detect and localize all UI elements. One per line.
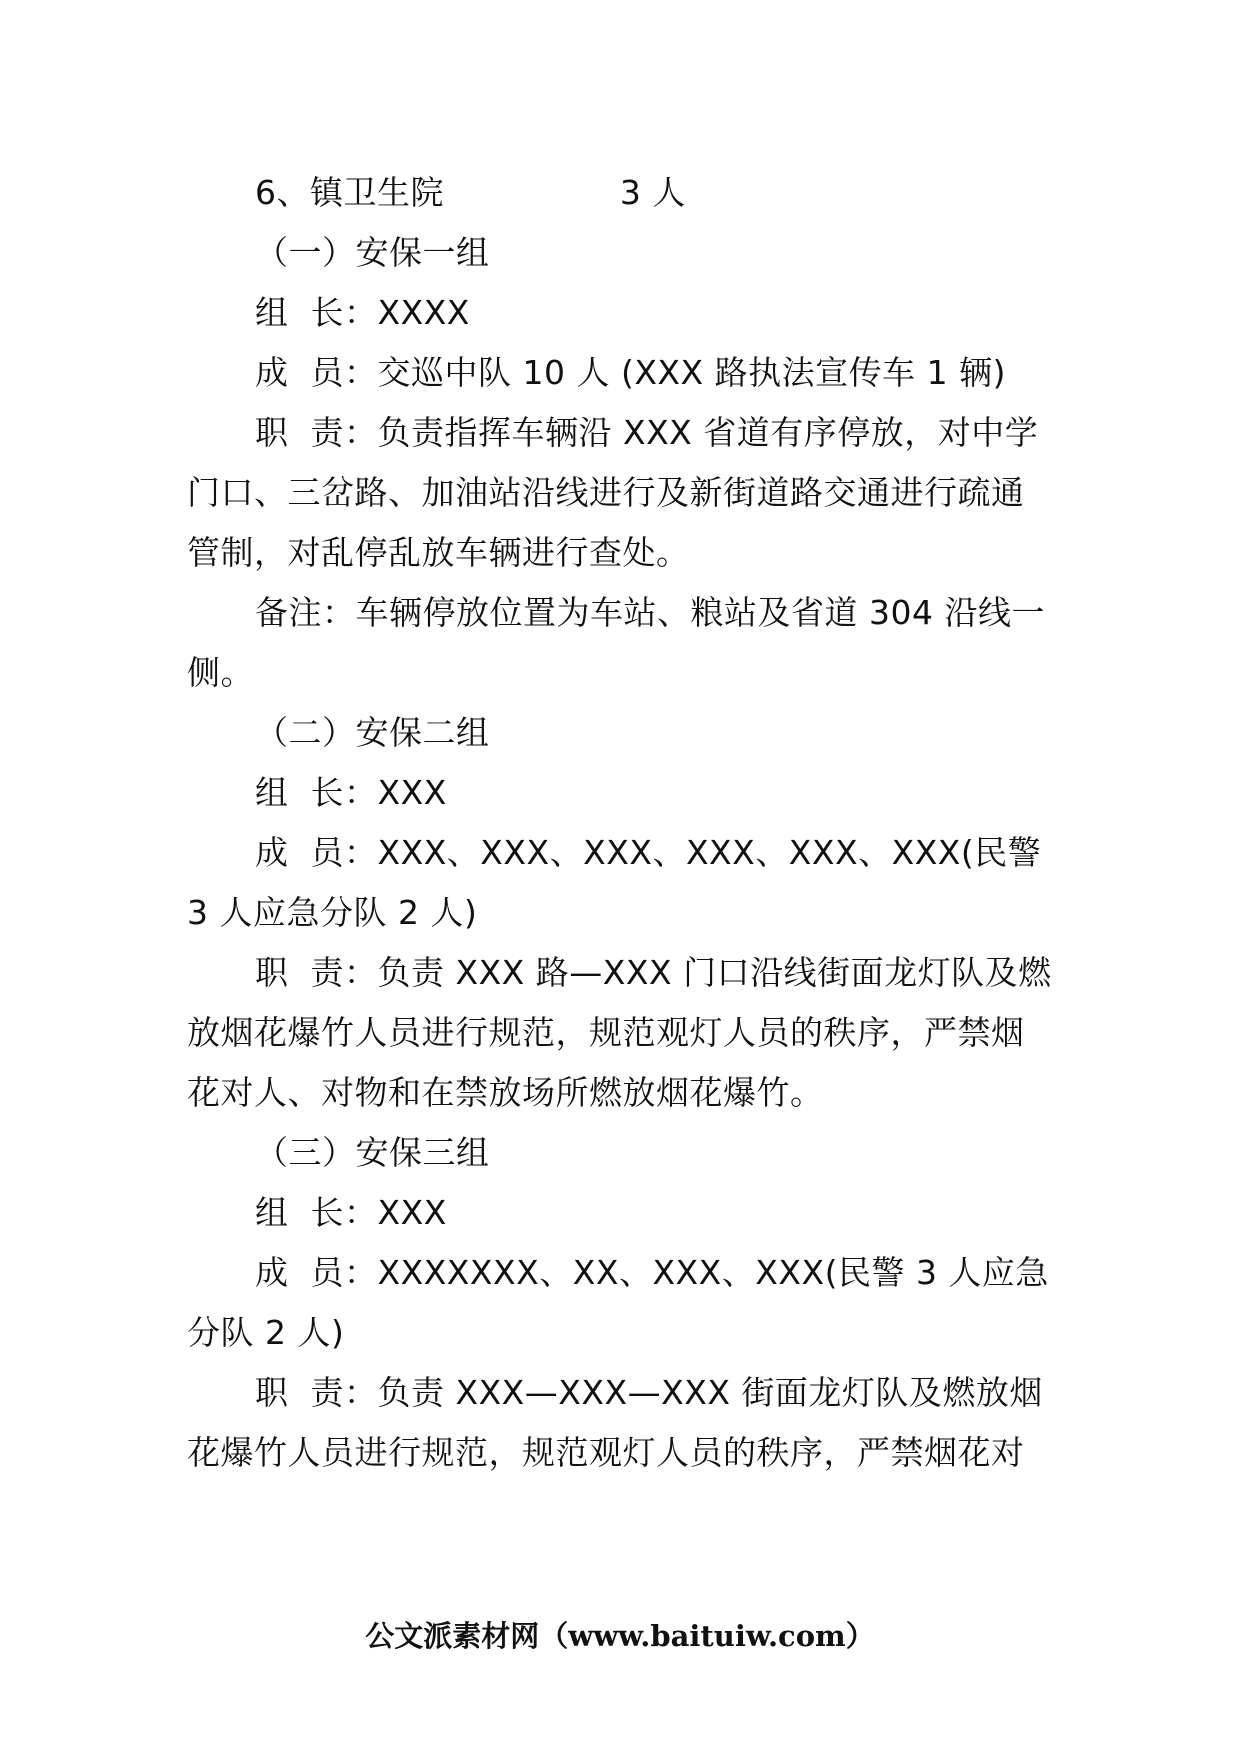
text-line: 分队 2 人) — [187, 1313, 345, 1352]
section-heading: （三）安保三组 — [255, 1133, 490, 1172]
text-line: 花爆竹人员进行规范，规范观灯人员的秩序，严禁烟花对 — [187, 1433, 1025, 1472]
text-line: 组 长：XXX — [255, 773, 447, 812]
text-line: 成 员：XXX、XXX、XXX、XXX、XXX、XXX(民警 — [255, 833, 1042, 872]
text-line: 成 员：XXXXXXX、XX、XXX、XXX(民警 3 人应急 — [255, 1253, 1049, 1292]
text-line: 职 责：负责指挥车辆沿 XXX 省道有序停放，对中学 — [255, 413, 1039, 452]
text-line: 成 员：交巡中队 10 人 (XXX 路执法宣传车 1 辆) — [255, 353, 1006, 392]
text-line: 组 长：XXX — [255, 1193, 447, 1232]
text-line: 6、镇卫生院 3 人 — [255, 173, 686, 212]
footer-watermark: 公文派素材网（www.baituiw.com） — [365, 1619, 875, 1653]
text-line: 侧。 — [187, 653, 254, 692]
text-line: 管制，对乱停乱放车辆进行查处。 — [187, 533, 690, 572]
text-line: 组 长：XXXX — [255, 293, 470, 332]
text-line: 花对人、对物和在禁放场所燃放烟花爆竹。 — [187, 1073, 824, 1112]
text-line: 职 责：负责 XXX 路—XXX 门口沿线街面龙灯队及燃 — [255, 953, 1052, 992]
section-heading: （二）安保二组 — [255, 713, 490, 752]
text-line: 放烟花爆竹人员进行规范，规范观灯人员的秩序，严禁烟 — [187, 1013, 1025, 1052]
text-line: 3 人应急分队 2 人) — [187, 893, 478, 932]
text-line: 职 责：负责 XXX—XXX—XXX 街面龙灯队及燃放烟 — [255, 1373, 1043, 1412]
section-heading: （一）安保一组 — [255, 233, 490, 272]
text-line: 备注：车辆停放位置为车站、粮站及省道 304 沿线一 — [255, 593, 1045, 632]
text-line: 门口、三岔路、加油站沿线进行及新街道路交通进行疏通 — [187, 473, 1025, 512]
